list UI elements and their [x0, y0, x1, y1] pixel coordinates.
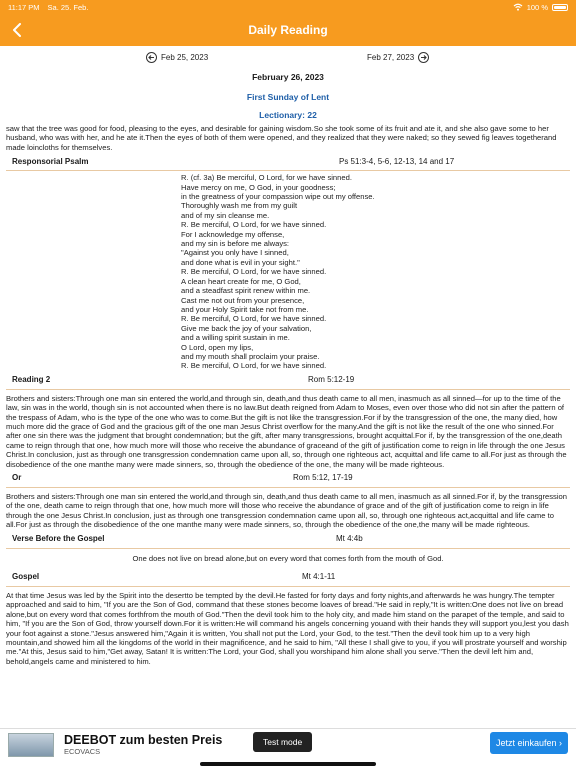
section-reference: Rom 5:12-19	[308, 375, 355, 385]
section-reference: Mt 4:4b	[336, 533, 363, 543]
chevron-right-icon: ›	[559, 738, 562, 748]
ad-cta-label: Jetzt einkaufen	[495, 738, 557, 748]
ad-banner[interactable]	[0, 728, 576, 760]
previous-date-label: Feb 25, 2023	[161, 53, 209, 62]
ad-product-image	[8, 733, 54, 757]
section-label: Or	[12, 473, 22, 483]
psalm-line: R. Be merciful, O Lord, for we have sinned.	[181, 220, 327, 230]
psalm-line: R. Be merciful, O Lord, for we have sinned.	[181, 267, 327, 277]
psalm-line: Cast me not out from your presence,	[181, 295, 305, 305]
psalm-line: R. Be merciful, O Lord, for we have sinned.	[181, 314, 327, 324]
lectionary-number: Lectionary: 22	[259, 110, 317, 120]
psalm-line: For I acknowledge my offense,	[181, 229, 285, 239]
chevron-left-icon	[12, 23, 22, 37]
reading-2-header	[0, 371, 576, 389]
ad-advertiser: ECOVACS	[64, 747, 101, 756]
next-date-label: Feb 27, 2023	[367, 53, 415, 62]
date-navigation	[0, 52, 576, 66]
battery-icon	[552, 4, 568, 11]
section-reference: Ps 51:3-4, 5-6, 12-13, 14 and 17	[339, 156, 455, 166]
psalm-line: and done what is evil in your sight."	[181, 257, 300, 267]
liturgical-occasion: First Sunday of Lent	[246, 92, 330, 102]
status-bar	[0, 0, 576, 14]
psalm-line: and my sin is before me always:	[181, 239, 290, 249]
current-date: February 26, 2023	[252, 72, 324, 82]
psalm-line: and a steadfast spirit renew within me.	[181, 286, 311, 296]
alternate-reading-header	[0, 469, 576, 487]
gospel-text: At that time Jesus was led by the Spirit into the desertto be tempted by the devil.He fasted for forty days and forty nights,and afterwards he was hungry.The tempter approached and said to him, "If you are the Son of God, command that these stones become loaves of bread."He said in reply,"It is written:One does not live on bread alone,but on every word that comes forthfrom the mouth of God."Then the devil took him to the holy city, and made him stand on the parapet of the temple, and said to him, "If you are the Son of God, throw yourself down.For it is written:He will command his angels concerning youand with their hands they will support you,lest you dash your foot against a stone."Jesus answered him,"Again it is written, You shall not put the Lord, your God, to the test."Then the devil took him up to a very high mountain,and showed him all the kingdoms of the world in their magnificence, and he said to him, "All these I shall give to you, if you will prostrate yourself and worship me."At this, Jesus said to him,"Get away, Satan! It is written:The Lord, your God, shall you worshipand him alone shall you serve."Then the devil left him and, behold,angels came and ministered to him.	[6, 591, 569, 666]
arrow-right-circle-icon	[418, 52, 429, 63]
page-title: Daily Reading	[248, 23, 328, 37]
psalm-line: "Against you only have I sinned,	[181, 248, 289, 258]
section-label: Responsorial Psalm	[12, 156, 89, 166]
psalm-line: Have mercy on me, O God, in your goodness;	[181, 182, 336, 192]
psalm-line: O Lord, open my lips,	[181, 342, 254, 352]
psalm-line: Give me back the joy of your salvation,	[181, 323, 312, 333]
wifi-icon	[513, 3, 523, 11]
nav-bar	[0, 14, 576, 46]
psalm-line: R. Be merciful, O Lord, for we have sinned.	[181, 361, 327, 371]
section-label: Verse Before the Gospel	[12, 533, 105, 543]
ad-cta-button[interactable]	[490, 732, 568, 754]
next-day-button[interactable]	[367, 52, 429, 63]
psalm-line: and of my sin cleanse me.	[181, 210, 270, 220]
previous-day-button[interactable]	[146, 52, 208, 63]
section-reference: Rom 5:12, 17-19	[293, 473, 353, 483]
psalm-text	[181, 171, 576, 371]
ad-title: DEEBOT zum besten Preis	[64, 733, 223, 747]
status-date: Sa. 25. Feb.	[47, 2, 89, 12]
status-time: 11:17 PM	[8, 2, 40, 12]
psalm-line: Thoroughly wash me from my guilt	[181, 201, 298, 211]
home-indicator	[200, 762, 376, 766]
section-reference: Mt 4:1-11	[302, 572, 336, 582]
psalm-line: in the greatness of your compassion wipe out my offense.	[181, 192, 375, 202]
arrow-left-circle-icon	[146, 52, 157, 63]
ad-test-mode-label: Test mode	[253, 732, 312, 752]
battery-percent: 100 %	[526, 2, 548, 12]
verse-text: One does not live on bread alone,but on every word that comes forth from the mouth of God.	[132, 553, 444, 563]
reading-2-text: Brothers and sisters:Through one man sin entered the world,and through sin, death,and thus death came to all men, inasmuch as all sinned—for up to the time of the law, sin was in the world, though sin is not accounted when there is no law.But death reigned from Adam to Moses, even over those who did not sin after the pattern of the trespass of Adam, who is the type of the one who was to come.But the gift is not like the transgression.For if by the transgression of the one, the many died, how much more did the grace of God and the gracious gift of the one man Jesus Christ overflow for the many.And the gift is not like the result of the one who sinned.For after one sin there was the judgment that brought condemnation; but the gift, after many transgressions, brought acquittal.For if, by the transgression of the one,death came to reign through that one, how much more will those who receive the abundance of graceand of the gift of justification come to reign in life through the one Jesus Christ.In conclusion, just as through one transgression condemnation came upon all, so, through one righteous act, acquittal and life came to all.For just as through the disobedience of the one manthe many were made sinners, so, through the obedience of the one, the many will be made righteous.	[6, 393, 567, 469]
responsorial-psalm-header	[0, 152, 576, 170]
psalm-line: R. (cf. 3a) Be merciful, O Lord, for we have sinned.	[181, 173, 352, 183]
section-label: Reading 2	[12, 375, 51, 385]
back-button[interactable]	[8, 20, 26, 40]
gospel-header	[0, 568, 576, 586]
alternate-reading-text: Brothers and sisters:Through one man sin entered the world,and through sin, death,and thus death came to all men, inasmuch as all sinned.For if, by the transgression of the one, death came to reign through that one, how much more will those who receive the abundance of grace and of the gift of justification come to reign in life through the one Jesus Christ.In conclusion, just as through one transgression condemnation came upon all, so, through one righteous act,acquittal and life came to all.For just as through the disobedience of the one manthe many were made sinners, so, through the obedience of the one,the many will be made righteous.	[6, 492, 567, 530]
psalm-line: and a willing spirit sustain in me.	[181, 333, 290, 343]
verse-before-gospel-header	[0, 530, 576, 548]
psalm-line: and my mouth shall proclaim your praise.	[181, 351, 320, 361]
psalm-line: and your Holy Spirit take not from me.	[181, 304, 309, 314]
reading-1-text: saw that the tree was good for food, pleasing to the eyes, and desirable for gaining wisdom.So she took some of its fruit and ate it, and she also gave some to her husband, who was with her, and he ate it.Then the eyes of both of them were opened, and they realized that they were naked; so they sewed fig leaves togetherand made loincloths for themselves.	[6, 124, 557, 152]
section-label: Gospel	[12, 572, 40, 582]
psalm-line: A clean heart create for me, O God,	[181, 276, 301, 286]
reading-content[interactable]	[0, 124, 576, 728]
